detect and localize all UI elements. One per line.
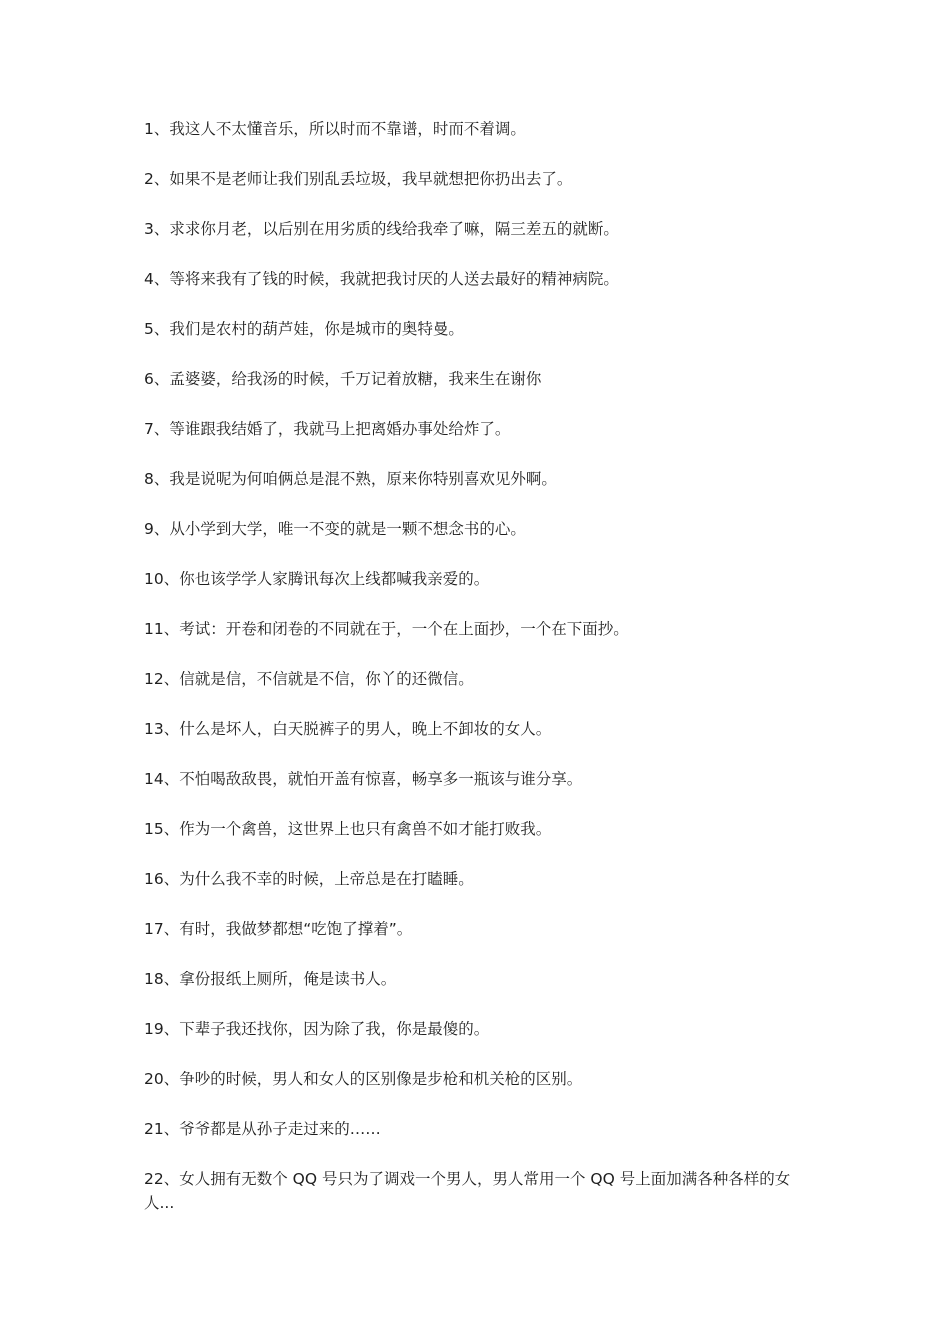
- list-item: 12、信就是信，不信就是不信，你丫的还微信。: [144, 670, 474, 688]
- list-item: 20、争吵的时候，男人和女人的区别像是步枪和机关枪的区别。: [144, 1070, 583, 1088]
- list-item: 15、作为一个禽兽，这世界上也只有禽兽不如才能打败我。: [144, 820, 552, 838]
- list-item: 10、你也该学学人家腾讯每次上线都喊我亲爱的。: [144, 570, 490, 588]
- list-item: 2、如果不是老师让我们别乱丢垃圾，我早就想把你扔出去了。: [144, 170, 573, 188]
- list-item: 8、我是说呢为何咱俩总是混不熟，原来你特别喜欢见外啊。: [144, 470, 557, 488]
- list-item: 13、什么是坏人，白天脱裤子的男人，晚上不卸妆的女人。: [144, 720, 552, 738]
- list-item: 5、我们是农村的葫芦娃，你是城市的奥特曼。: [144, 320, 464, 338]
- joke-list: [144, 117, 809, 1241]
- list-item: 3、求求你月老，以后别在用劣质的线给我牵了嘛，隔三差五的就断。: [144, 220, 619, 238]
- list-item: 9、从小学到大学，唯一不变的就是一颗不想念书的心。: [144, 520, 526, 538]
- list-item: 16、为什么我不幸的时候，上帝总是在打瞌睡。: [144, 870, 474, 888]
- list-item: 1、我这人不太懂音乐，所以时而不靠谱，时而不着调。: [144, 120, 526, 138]
- list-item: 14、不怕喝敌敌畏，就怕开盖有惊喜，畅享多一瓶该与谁分享。: [144, 770, 583, 788]
- list-item: 19、下辈子我还找你，因为除了我，你是最傻的。: [144, 1020, 490, 1038]
- list-item: 7、等谁跟我结婚了，我就马上把离婚办事处给炸了。: [144, 420, 511, 438]
- list-item: 22、女人拥有无数个 QQ 号只为了调戏一个男人，男人常用一个 QQ 号上面加满各种各样的女人...: [144, 1170, 791, 1212]
- list-item: 4、等将来我有了钱的时候，我就把我讨厌的人送去最好的精神病院。: [144, 270, 619, 288]
- list-item: 11、考试：开卷和闭卷的不同就在于，一个在上面抄，一个在下面抄。: [144, 620, 629, 638]
- list-item: 17、有时，我做梦都想“吃饱了撑着”。: [144, 920, 413, 938]
- list-item: 18、拿份报纸上厕所，俺是读书人。: [144, 970, 397, 988]
- list-item: 21、爷爷都是从孙子走过来的……: [144, 1120, 381, 1138]
- list-item: 6、孟婆婆，给我汤的时候，千万记着放糖，我来生在谢你: [144, 370, 542, 388]
